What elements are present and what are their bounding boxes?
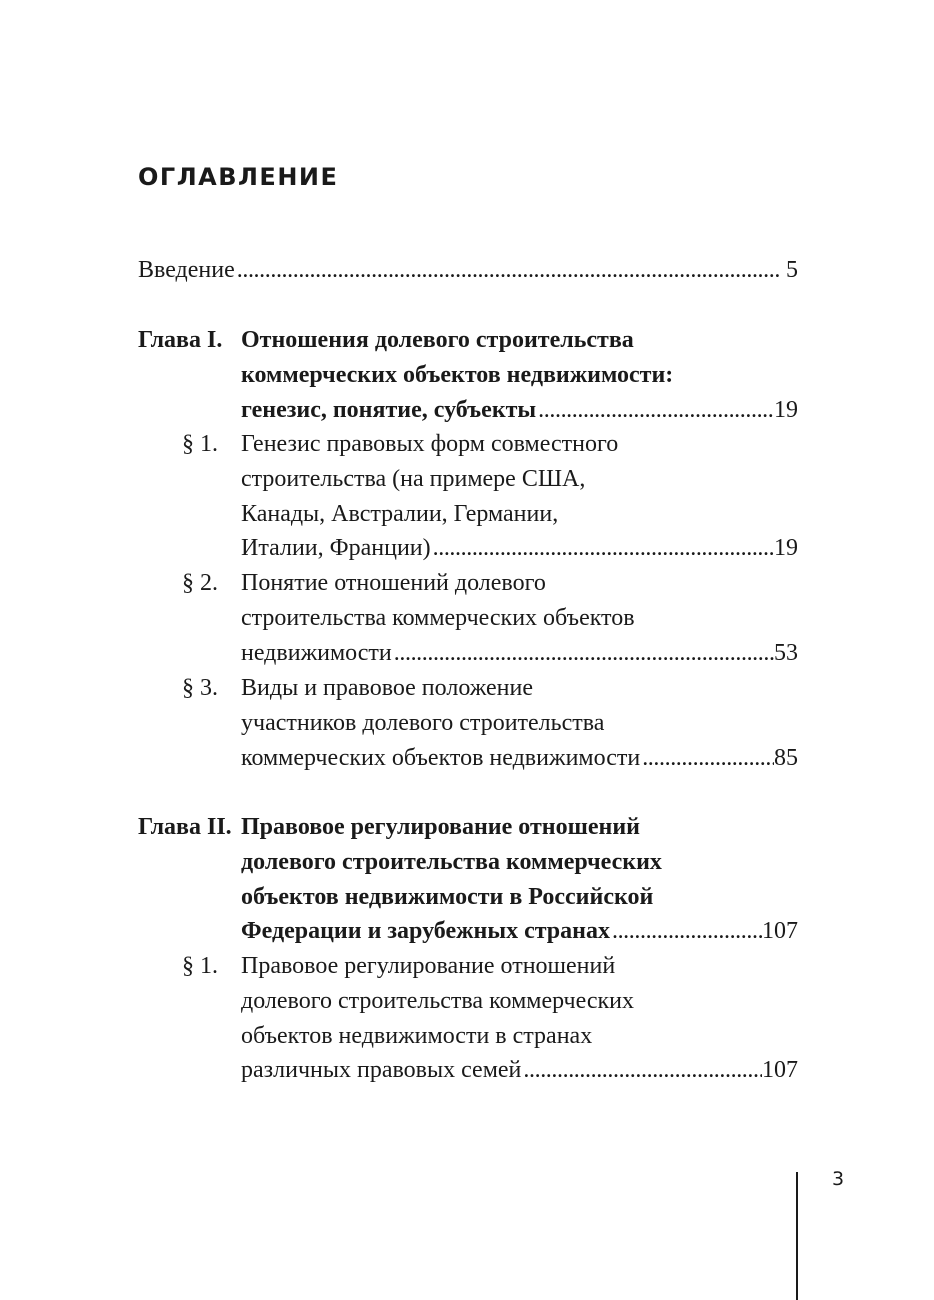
toc-line: коммерческих объектов недвижимости:: [241, 361, 674, 388]
page-title: ОГЛАВЛЕНИЕ: [138, 163, 339, 191]
toc-entry-body: [241, 671, 798, 775]
toc-entry-body: [241, 427, 798, 566]
toc-entry-text: коммерческих объектов недвижимости: [241, 744, 641, 771]
dot-leader: [640, 741, 774, 776]
toc-line: [241, 741, 798, 776]
toc-line: участников долевого строительства: [241, 709, 605, 736]
toc-line: объектов недвижимости в странах: [241, 1022, 593, 1049]
toc-line: Виды и правовое положение: [241, 675, 533, 701]
toc-line: Правовое регулирование отношений: [241, 953, 616, 979]
toc-line: объектов недвижимости в Российской: [241, 883, 654, 910]
toc-entry-ch2-section-1[interactable]: [138, 949, 798, 1088]
chapter-label: Глава I.: [138, 327, 223, 353]
toc-page-number: 85: [774, 744, 798, 771]
toc-line: [138, 253, 798, 288]
toc-entry-text: Италии, Франции): [241, 535, 431, 562]
toc-line: Отношения долевого строительства: [241, 327, 634, 353]
section-label: § 2.: [182, 570, 218, 596]
section-label: § 3.: [182, 675, 218, 701]
toc-entry-body: [241, 323, 798, 427]
toc-line: Генезис правовых форм совместного: [241, 431, 619, 457]
dot-leader: [536, 393, 774, 428]
toc-page-number: 19: [774, 396, 798, 423]
toc-entry-body: [241, 810, 798, 949]
toc-entry-ch1-section-1[interactable]: [138, 427, 798, 566]
margin-rule: [796, 1172, 798, 1300]
dot-leader: [392, 636, 774, 671]
toc-entry-text: Федерации и зарубежных странах: [241, 918, 610, 945]
section-label: § 1.: [182, 953, 218, 979]
dot-leader: [431, 531, 774, 566]
toc-line: [241, 914, 798, 949]
dot-leader: [235, 253, 786, 288]
toc-line: [241, 393, 798, 428]
toc-page-number: 107: [762, 1057, 798, 1084]
toc-entry-ch1-section-2[interactable]: [138, 566, 798, 670]
toc-page-number: 53: [774, 639, 798, 666]
toc-page-number: 5: [786, 257, 798, 283]
toc-entry-introduction[interactable]: [138, 253, 798, 288]
toc-line: [241, 636, 798, 671]
toc-entry-text: Введение: [138, 257, 235, 283]
toc-page-number: 107: [762, 918, 798, 945]
chapter-label: Глава II.: [138, 814, 232, 840]
folio-page-number: 3: [832, 1168, 845, 1190]
dot-leader: [610, 914, 762, 949]
toc-entry-ch1-section-3[interactable]: [138, 671, 798, 775]
toc-line: Канады, Австралии, Германии,: [241, 500, 559, 527]
toc-entry-chapter-2[interactable]: [138, 810, 798, 949]
toc-line: Правовое регулирование отношений: [241, 814, 640, 840]
toc-line: строительства (на примере США,: [241, 465, 586, 492]
dot-leader: [521, 1053, 762, 1088]
toc-entry-text: различных правовых семей: [241, 1057, 522, 1084]
toc-entry-body: [241, 949, 798, 1088]
toc-entry-text: генезис, понятие, субъекты: [241, 396, 537, 423]
toc-line: [241, 531, 798, 566]
toc-entry-body: [138, 253, 798, 288]
toc-line: Понятие отношений долевого: [241, 570, 546, 596]
toc-line: долевого строительства коммерческих: [241, 848, 662, 875]
toc-entry-body: [241, 566, 798, 670]
toc-page-number: 19: [774, 535, 798, 562]
toc-entry-text: недвижимости: [241, 639, 392, 666]
toc-entry-chapter-1[interactable]: [138, 323, 798, 427]
section-label: § 1.: [182, 431, 218, 457]
toc-line: [241, 1053, 798, 1088]
toc-line: строительства коммерческих объектов: [241, 604, 635, 631]
toc-line: долевого строительства коммерческих: [241, 987, 634, 1014]
